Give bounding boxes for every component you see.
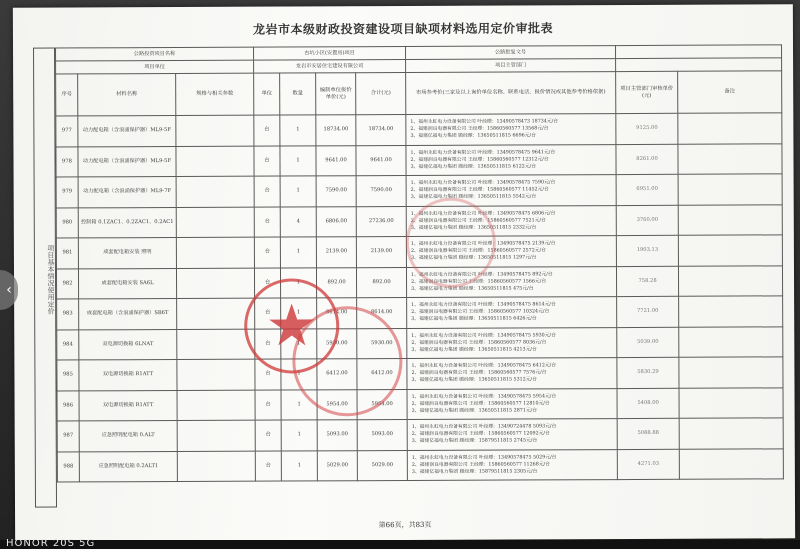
row-price: 7590.00 — [316, 176, 356, 207]
row-spec — [176, 207, 254, 238]
row-qty: 1 — [281, 420, 317, 451]
vendor-quote: 1、福州永虹电力设备有限公司 叶经理：13490578475 8614元/台 — [411, 302, 556, 309]
col-remark: 备注 — [678, 71, 782, 113]
row-market-ref — [407, 419, 617, 450]
project-name-label: 公路投资项目名称 — [56, 47, 254, 61]
row-approved: 6951.00 — [616, 174, 678, 205]
row-approved: 4271.03 — [617, 449, 679, 480]
row-spec — [177, 329, 255, 360]
row-price: 5029.00 — [317, 450, 357, 481]
table-row — [57, 387, 783, 421]
vendor-quote: 1、福州永虹电力设备有限公司 叶经理：13490724478 5093元/台 — [411, 424, 557, 431]
page-footer: 第66页，共83页 — [378, 520, 432, 530]
row-no: 978 — [56, 146, 78, 177]
row-qty: 1 — [281, 328, 317, 359]
col-spec: 规格与相关参数 — [176, 73, 254, 115]
table-row — [56, 143, 782, 177]
row-material: 动力配电箱（含浪涌保护器）ML9-5F — [78, 115, 176, 146]
vendor-quote: 2、福建润良电器有限公司 王经理：15860560577 11268元/台 — [411, 462, 550, 468]
row-material: 成套配电箱安装 照明 — [78, 237, 176, 268]
table-row — [57, 296, 783, 330]
vendor-quote: 3、福建亿福电力集团 顾经理：13650511815 2332元/台 — [410, 225, 537, 231]
row-no: 981 — [56, 238, 78, 269]
row-material: 成套配电箱（含浪涌保护器）SB6T — [79, 298, 177, 329]
vendor-quote: 3、福建亿福电力集团 顾经理：13650511815 475元/台 — [411, 286, 534, 292]
vendor-quote: 1、福州永虹电力设备有限公司 叶经理：13490578475 6806元/台 — [410, 211, 556, 217]
row-remark — [679, 296, 783, 327]
side-label: 项目基本情况使用定价 — [33, 48, 57, 508]
col-no: 序号 — [56, 74, 78, 116]
vendor-quote: 2、福建润良电器有限公司 王经理：15860560577 12092元/台 — [411, 431, 550, 438]
row-unit: 台 — [255, 420, 281, 451]
row-unit: 台 — [254, 146, 280, 177]
vendor-quote: 1、福州永虹电力设备有限公司 叶经理：13490578475 7590元/台 — [410, 180, 556, 187]
row-qty: 1 — [280, 176, 316, 207]
vendor-quote: 1、福州永虹电力设备有限公司 叶经理：13490578475 5954元/台 — [411, 394, 557, 400]
vendor-quote: 3、福建亿福电力集团 顾经理：13650511815 4213元/台 — [411, 347, 537, 353]
approval-no-value — [616, 45, 782, 59]
row-material: 双电源切换箱 6LNAT — [79, 329, 177, 360]
row-price: 892.00 — [317, 267, 357, 298]
row-unit: 台 — [254, 176, 280, 207]
row-spec — [176, 268, 254, 299]
faded-seal — [406, 198, 496, 288]
row-qty: 1 — [281, 359, 317, 390]
vendor-quote: 1、福州永虹电力设备有限公司 叶经理：13490578475 6412元/台 — [411, 363, 557, 370]
row-no: 983 — [57, 299, 79, 330]
row-approved: 3760.00 — [616, 205, 678, 236]
vendor-quote: 1、福州永虹电力设备有限公司 叶经理：13490578473 18734元/台 — [410, 119, 559, 126]
row-spec — [176, 237, 254, 268]
row-market-ref — [406, 114, 616, 145]
row-remark — [678, 204, 782, 235]
row-total: 8614.00 — [357, 297, 407, 328]
row-total: 5029.00 — [357, 450, 407, 481]
row-unit: 台 — [254, 115, 280, 146]
row-remark — [679, 357, 783, 388]
col-total: 合计(元) — [356, 72, 406, 114]
row-approved: 5408.00 — [617, 388, 679, 419]
row-material: 应急照明配电箱 0.ALT — [79, 420, 177, 451]
row-price: 5954.00 — [317, 389, 357, 420]
row-price: 5930.00 — [317, 328, 357, 359]
unit-value: 龙岩市安居住宅建设有限公司 — [254, 59, 406, 73]
row-no: 987 — [57, 421, 79, 452]
row-material: 成套配电箱安装 SA6L — [78, 268, 176, 299]
row-approved: 758.28 — [617, 266, 679, 297]
row-spec — [177, 420, 255, 451]
row-spec — [177, 451, 255, 482]
row-no: 988 — [57, 451, 79, 482]
col-market-ref: 市场参考价(三家及以上询价单位名称、联系电话、报价情况或其他参考价格依据) — [406, 72, 616, 115]
table-row — [57, 357, 783, 391]
dept-value — [616, 58, 782, 72]
vendor-quote: 2、福建润良电器有限公司 王经理：15860560577 1566元/台 — [411, 279, 547, 285]
camera-watermark: HONOR 20S 5G — [6, 538, 96, 549]
row-unit: 台 — [255, 329, 281, 360]
approval-no-label: 公路批复文号 — [406, 46, 616, 60]
row-total: 27236.00 — [356, 206, 406, 237]
project-name-value: 古坑小区(安置房)项目 — [254, 46, 406, 60]
row-remark — [678, 235, 782, 266]
row-price: 5093.00 — [317, 420, 357, 451]
row-price: 2139.00 — [316, 237, 356, 268]
row-approved: 9125.00 — [616, 113, 678, 144]
row-material: 应急照明配电箱 0.2ALT1 — [79, 451, 177, 482]
row-no: 986 — [57, 390, 79, 421]
vendor-quote: 2、福建润良电器有限公司 王经理：15860560577 8036元/台 — [411, 340, 547, 346]
vendor-quote: 3、福建亿福电力集团 顾经理：13650511815 1297元/台 — [410, 255, 537, 262]
column-header-row — [56, 71, 782, 116]
table-row — [56, 113, 782, 147]
row-remark — [679, 387, 783, 418]
row-price: 6412.00 — [317, 359, 357, 390]
col-unit: 单位 — [254, 73, 280, 115]
row-total: 892.00 — [357, 267, 407, 298]
row-total: 5093.00 — [357, 419, 407, 450]
row-no: 977 — [56, 116, 78, 147]
row-qty: 1 — [280, 115, 316, 146]
row-no: 984 — [57, 329, 79, 360]
row-qty: 1 — [281, 389, 317, 420]
row-remark — [678, 174, 782, 205]
row-unit: 台 — [255, 298, 281, 329]
vendor-quote: 1、福州永虹电力设备有限公司 叶经理：13490578475 9641元/台 — [410, 150, 556, 156]
row-approved: 5830.29 — [617, 357, 679, 388]
row-market-ref — [406, 144, 616, 175]
row-spec — [177, 359, 255, 390]
row-price: 6806.00 — [316, 206, 356, 237]
vendor-quote: 3、福建亿福电力集团 顾经理：13650511815 6696元/台 — [410, 133, 536, 140]
bottom-strip — [0, 540, 800, 549]
row-qty: 1 — [281, 298, 317, 329]
row-remark — [679, 326, 783, 357]
vendor-quote: 1、福州永虹电力设备有限公司 叶经理：13490578475 5029元/台 — [411, 455, 557, 461]
table-row — [56, 174, 782, 208]
row-market-ref — [407, 388, 617, 419]
table-row — [57, 448, 783, 482]
previous-page-arrow-icon[interactable]: ‹ — [0, 270, 18, 310]
vendor-quote: 3、福建亿福电力集团 顾经理：13650511815 5542元/台 — [410, 194, 537, 201]
row-total: 5930.00 — [357, 328, 407, 359]
row-price: 9641.00 — [316, 145, 356, 176]
row-material: 动力配电箱（含浪涌保护器）ML9-5F — [78, 146, 176, 177]
row-total: 6412.00 — [357, 358, 407, 389]
col-qty: 数量 — [280, 73, 316, 115]
row-price: 18734.00 — [316, 115, 356, 146]
col-price: 编制单位报价单价(元) — [316, 73, 356, 115]
table-body — [56, 113, 784, 482]
vendor-quote: 2、福建润良电器有限公司 王经理：15860560577 12312元/台 — [410, 157, 549, 163]
row-total: 5954.00 — [357, 389, 407, 420]
col-material: 材料名称 — [78, 73, 176, 115]
dept-label: 项目主管部门 — [406, 59, 616, 73]
company-seal-stamp — [292, 306, 402, 416]
unit-label: 项目单位 — [56, 60, 254, 74]
row-material: 控制箱 0.1ZAC1、0.2ZAC1、0.2AC1 — [78, 207, 176, 238]
vendor-quote: 3、福建亿福电力集团 顾经理：13650511815 6122元/台 — [410, 164, 537, 170]
row-total: 9641.00 — [356, 145, 406, 176]
row-no: 980 — [56, 207, 78, 238]
vendor-quote: 2、福建润良电器有限公司 王经理：15860560577 7521元/台 — [410, 218, 546, 224]
vendor-quote: 3、福建亿福电力集团 顾经理：13650511815 2871元/台 — [411, 408, 538, 414]
row-approved: 8261.00 — [616, 144, 678, 175]
row-no: 982 — [56, 268, 78, 299]
row-approved: 1903.13 — [616, 235, 678, 266]
row-spec — [176, 115, 254, 146]
row-unit: 台 — [255, 268, 281, 299]
row-no: 979 — [56, 177, 78, 208]
vendor-quote: 1、福州永虹电力设备有限公司 叶经理：13490578475 5930元/台 — [411, 333, 556, 339]
row-remark — [679, 265, 783, 296]
row-market-ref — [407, 449, 617, 480]
vendor-quote: 3、福建亿福电力集团 顾经理：15879511815 2305元/台 — [411, 469, 538, 475]
row-unit: 台 — [254, 207, 280, 238]
row-price: 8614.00 — [317, 298, 357, 329]
row-spec — [177, 390, 255, 421]
vendor-quote: 3、福建亿福电力集团 顾经理：13650511815 5312元/台 — [411, 377, 537, 384]
row-qty: 4 — [280, 206, 316, 237]
vendor-quote: 2、福建润良电器有限公司 王经理：15860560577 12810元/台 — [411, 401, 550, 407]
row-total: 18734.00 — [356, 114, 406, 145]
row-unit: 台 — [255, 451, 281, 482]
table-row — [57, 326, 783, 360]
row-remark — [678, 143, 782, 174]
row-total: 2139.00 — [356, 236, 406, 267]
row-material: 双电源切换箱 R1ATT — [79, 359, 177, 390]
row-remark — [679, 448, 783, 479]
vendor-quote: 3、福建亿福电力集团 顾经理：13650511815 6426元/台 — [411, 316, 537, 323]
document-sheet — [13, 4, 795, 541]
row-approved: 5039.00 — [617, 327, 679, 358]
row-remark — [678, 113, 782, 144]
table-row — [57, 418, 783, 452]
row-market-ref — [407, 327, 617, 358]
row-approved: 7721.00 — [617, 296, 679, 327]
row-material: 双电源切换箱 R1ATT — [79, 390, 177, 421]
row-total: 7590.00 — [356, 175, 406, 206]
row-unit: 台 — [254, 237, 280, 268]
row-spec — [177, 298, 255, 329]
vendor-quote: 2、福建润良电器有限公司 王经理：15860560577 13568元/台 — [410, 126, 549, 133]
row-approved: 5088.88 — [617, 418, 679, 449]
vendor-quote: 2、福建润良电器有限公司 王经理：15860560577 7576元/台 — [411, 370, 547, 377]
row-unit: 台 — [255, 390, 281, 421]
col-approved: 项目主管部门审核单价(元) — [616, 71, 678, 113]
row-no: 985 — [57, 360, 79, 391]
vendor-quote: 2、福建润良电器有限公司 王经理：15860560577 11452元/台 — [410, 187, 549, 194]
row-unit: 台 — [255, 359, 281, 390]
row-qty: 1 — [281, 450, 317, 481]
row-market-ref — [407, 297, 617, 328]
vendor-quote: 1、福州永虹电力设备有限公司 叶经理：13490578475 2139元/台 — [410, 241, 556, 248]
row-spec — [176, 176, 254, 207]
row-qty: 1 — [280, 145, 316, 176]
row-market-ref — [407, 358, 617, 389]
document-title: 龙岩市本级财政投资建设项目缺项材料选用定价审批表 — [252, 21, 553, 37]
vendor-quote: 2、福建润良电器有限公司 王经理：15860560577 10324元/台 — [411, 309, 550, 316]
vendor-quote: 1、福州永虹电力设备有限公司 叶经理：13490578475 892元/台 — [411, 272, 553, 278]
row-remark — [679, 418, 783, 449]
row-qty: 1 — [281, 267, 317, 298]
vendor-quote: 2、福建润良电器有限公司 王经理：15860560577 2572元/台 — [410, 248, 546, 255]
vendor-quote: 3、福建亿福电力集团 顾经理：15879511815 2745元/台 — [411, 438, 538, 445]
row-material: 动力配电箱（含浪涌保护器）ML9-7F — [78, 176, 176, 207]
row-qty: 1 — [280, 237, 316, 268]
row-spec — [176, 146, 254, 177]
